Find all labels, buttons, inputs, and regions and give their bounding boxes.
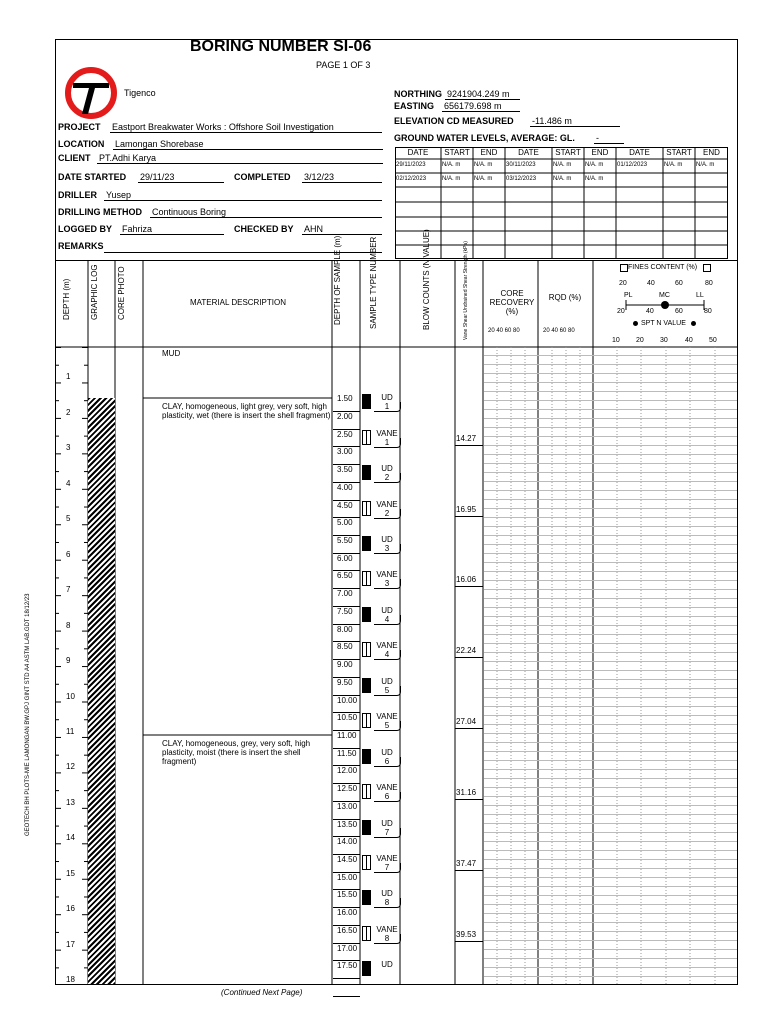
sample-type: UD: [381, 676, 393, 686]
depth-mark: 1: [66, 372, 71, 382]
spt-dot-icon: [633, 321, 638, 326]
fines-label: FINES CONTENT (%): [628, 264, 698, 271]
ud-sample-icon: [362, 749, 371, 764]
sample-type: VANE: [376, 570, 398, 580]
sample-number: 4: [374, 650, 401, 660]
fines-tick-60: 60: [675, 280, 683, 287]
sample-ud: [362, 393, 400, 417]
project-value: Eastport Breakwater Works : Offshore Soil Investigation: [110, 122, 382, 133]
sample-type: UD: [381, 464, 393, 474]
vane-sample-icon: [362, 501, 371, 516]
sample-number: 2: [374, 509, 401, 519]
material-description: CLAY, homogeneous, grey, very soft, high plasticity, moist (there is insert the shell fragment): [162, 738, 311, 766]
vane-underline: [455, 657, 483, 658]
col-sample-type: SAMPLE TYPE NUMBER: [369, 236, 378, 329]
fines-square-icon-2: [703, 264, 711, 272]
page-number: PAGE 1 OF 3: [316, 60, 371, 70]
sample-divider: [333, 978, 360, 979]
vane-sample-icon: [362, 430, 371, 445]
ud-sample-icon: [362, 607, 371, 622]
ud-sample-icon: [362, 961, 371, 976]
sample-divider: [333, 801, 360, 802]
location-label: LOCATION: [58, 139, 105, 149]
spt-label: SPT N VALUE: [641, 320, 686, 327]
tigenco-logo-icon: [64, 66, 120, 120]
driller-value: Yusep: [104, 190, 382, 201]
sample-number: 7: [374, 863, 401, 873]
gwl-cell: N/A. m: [442, 162, 461, 168]
sample-ud: [362, 535, 400, 559]
sample-depth-from: 11.50: [337, 748, 357, 758]
vane-shear-value: 31.16: [456, 788, 477, 798]
gwl-header-7: START: [666, 148, 692, 157]
rqd-ticks: 20 40 60 80: [543, 328, 575, 334]
logged-label: LOGGED BY: [58, 224, 113, 234]
completed-label: COMPLETED: [234, 172, 291, 182]
gwl-cell: N/A. m: [442, 176, 461, 182]
gwl-header-4: START: [555, 148, 581, 157]
northing-label: NORTHING: [394, 89, 442, 99]
sample-ud: [362, 819, 400, 843]
sample-depth-from: 8.50: [337, 642, 353, 652]
sample-divider: [333, 943, 360, 944]
gwl-cell: N/A. m: [474, 176, 493, 182]
sample-divider: [333, 695, 360, 696]
project-label: PROJECT: [58, 122, 101, 132]
method-value: Continuous Boring: [150, 207, 382, 218]
sample-type: UD: [381, 960, 393, 970]
client-value: PT.Adhi Karya: [97, 153, 383, 164]
sample-divider: [333, 411, 360, 412]
depth-mark: 13: [66, 797, 75, 807]
sample-depth-from: 1.50: [337, 394, 353, 404]
logged-value: Fahriza: [120, 224, 224, 235]
gwl-label: GROUND WATER LEVELS, AVERAGE: GL.: [394, 133, 575, 143]
sample-number: 4: [374, 615, 401, 625]
sample-divider: [333, 996, 360, 997]
spt-tick-20: 20: [636, 337, 644, 344]
sample-depth-from: 4.50: [337, 500, 353, 510]
sample-number: 5: [374, 721, 401, 731]
sample-depth-from: 2.50: [337, 429, 353, 439]
gwl-header-3: DATE: [518, 148, 539, 157]
sample-number: 2: [374, 473, 401, 483]
sample-number: 1: [374, 402, 401, 412]
sample-vane: [362, 500, 400, 524]
gwl-header-2: END: [480, 148, 498, 157]
col-graphic-log: GRAPHIC LOG: [90, 264, 99, 320]
col-blow-counts: BLOW COUNTS (N VALUE): [422, 229, 431, 330]
sample-depth-to: 5.00: [337, 518, 353, 528]
gwl-header-8: END: [703, 148, 720, 157]
gwl-header-6: DATE: [629, 148, 650, 157]
gwl-cell: N/A. m: [553, 162, 572, 168]
spt-tick-10: 10: [612, 337, 620, 344]
sample-type: UD: [381, 534, 393, 544]
col-depth-of-sample: DEPTH OF SAMPLE (m): [333, 235, 342, 325]
vane-sample-icon: [362, 926, 371, 941]
gwl-table: [395, 147, 728, 259]
sample-type: UD: [381, 889, 393, 899]
sample-divider: [333, 482, 360, 483]
date-started-value: 29/11/23: [138, 172, 224, 183]
vane-sample-icon: [362, 855, 371, 870]
elevation-value: -11.486 m: [530, 116, 620, 127]
spt-dot-icon-2: [691, 321, 696, 326]
sample-divider: [333, 659, 360, 660]
depth-mark: 10: [66, 691, 75, 701]
sample-number: 6: [374, 757, 401, 767]
ud-sample-icon: [362, 678, 371, 693]
col-core-photo: CORE PHOTO: [117, 266, 126, 320]
sample-type: VANE: [376, 641, 398, 651]
vane-underline: [455, 728, 483, 729]
sample-vane: [362, 712, 400, 736]
gwl-cell: N/A. m: [585, 162, 604, 168]
sample-number: 8: [374, 898, 401, 908]
plmc-tick-40: 40: [646, 308, 654, 315]
sample-divider: [333, 624, 360, 625]
material-description: MUD: [162, 349, 181, 358]
sample-number: 3: [374, 544, 401, 554]
depth-mark: 14: [66, 833, 75, 843]
gwl-cell: 30/11/2023: [506, 162, 536, 168]
sample-ud: [362, 606, 400, 630]
sample-divider: [333, 517, 360, 518]
gwl-header-0: DATE: [407, 148, 429, 157]
depth-mark: 11: [66, 726, 75, 736]
sample-type: VANE: [376, 854, 398, 864]
depth-mark: 2: [66, 407, 71, 417]
vane-underline: [455, 445, 483, 446]
sample-depth-to: 14.00: [337, 837, 358, 847]
ll-label: LL: [696, 292, 704, 299]
sample-type: VANE: [376, 428, 398, 438]
date-started-label: DATE STARTED: [58, 172, 127, 182]
sample-type: UD: [381, 605, 393, 615]
sample-type: VANE: [376, 712, 398, 722]
gwl-cell: N/A. m: [474, 162, 493, 168]
sample-divider: [333, 872, 360, 873]
sample-depth-to: 12.00: [337, 766, 358, 776]
sample-number: 6: [374, 792, 401, 802]
sample-depth-from: 7.50: [337, 606, 353, 616]
sample-depth-from: 9.50: [337, 677, 353, 687]
gwl-cell: 02/12/2023: [396, 176, 427, 182]
spt-tick-40: 40: [685, 337, 693, 344]
sample-number: 5: [374, 686, 401, 696]
vane-shear-value: 39.53: [456, 929, 477, 939]
sample-depth-to: 7.00: [337, 589, 353, 599]
remarks-label: REMARKS: [58, 241, 104, 251]
sample-vane: [362, 429, 400, 453]
method-label: DRILLING METHOD: [58, 207, 142, 217]
sample-type: VANE: [376, 783, 398, 793]
northing-value: 9241904.249 m: [445, 89, 520, 100]
easting-value: 656179.698 m: [442, 101, 520, 112]
pl-label: PL: [624, 292, 633, 299]
sample-vane: [362, 925, 400, 949]
gwl-cell: N/A. m: [696, 162, 715, 168]
sample-vane: [362, 570, 400, 594]
sample-divider: [333, 446, 360, 447]
sample-vane: [362, 641, 400, 665]
sample-depth-from: 10.50: [337, 713, 358, 723]
client-label: CLIENT: [58, 153, 91, 163]
depth-mark: 9: [66, 656, 71, 666]
sample-type: VANE: [376, 924, 398, 934]
company-name: Tigenco: [124, 88, 156, 98]
depth-mark: 5: [66, 514, 71, 524]
sample-type: UD: [381, 393, 393, 403]
ud-sample-icon: [362, 820, 371, 835]
depth-mark: 6: [66, 549, 71, 559]
sample-divider: [333, 765, 360, 766]
sample-ud: [362, 889, 400, 913]
gwl-cell: 29/11/2023: [396, 162, 426, 168]
col-core-recovery: CORE RECOVERY (%): [489, 289, 535, 316]
driller-label: DRILLER: [58, 190, 97, 200]
sample-divider: [333, 553, 360, 554]
vane-sample-icon: [362, 713, 371, 728]
sample-depth-from: 3.50: [337, 465, 353, 475]
gwl-cell: N/A. m: [553, 176, 572, 182]
col-vane-shear: Vane Shear Undrained Shear Strength (kPa): [463, 241, 469, 340]
sample-number: 1: [374, 438, 401, 448]
fines-tick-20: 20: [619, 280, 627, 287]
vane-underline: [455, 870, 483, 871]
vane-shear-value: 22.24: [456, 646, 477, 656]
depth-mark: 15: [66, 868, 75, 878]
location-value: Lamongan Shorebase: [113, 139, 383, 150]
sample-depth-to: 15.00: [337, 872, 358, 882]
sample-divider: [333, 836, 360, 837]
material-description: CLAY, homogeneous, light grey, very soft, high plasticity, wet (there is insert the shell fragment): [162, 402, 331, 421]
depth-mark: 7: [66, 585, 71, 595]
completed-value: 3/12/23: [302, 172, 382, 183]
gwl-value: -: [594, 133, 624, 144]
recovery-ticks: 20 40 60 80: [488, 328, 520, 334]
vane-shear-value: 14.27: [456, 433, 477, 443]
continued-footer: (Continued Next Page): [221, 988, 303, 997]
spt-tick-30: 30: [660, 337, 668, 344]
sample-ud: [362, 464, 400, 488]
sample-depth-from: 6.50: [337, 571, 353, 581]
fines-tick-40: 40: [647, 280, 655, 287]
sample-ud: [362, 960, 400, 984]
vane-shear-value: 37.47: [456, 859, 477, 869]
checked-label: CHECKED BY: [234, 224, 294, 234]
sample-divider: [333, 588, 360, 589]
sample-depth-from: 17.50: [337, 961, 358, 971]
sample-depth-from: 15.50: [337, 890, 358, 900]
gwl-header-5: END: [591, 148, 609, 157]
plmc-tick-80: 80: [704, 308, 712, 315]
sample-depth-from: 14.50: [337, 855, 358, 865]
ud-sample-icon: [362, 890, 371, 905]
sample-depth-to: 8.00: [337, 624, 353, 634]
ud-sample-icon: [362, 536, 371, 551]
easting-label: EASTING: [394, 101, 435, 111]
vane-underline: [455, 799, 483, 800]
elevation-label: ELEVATION CD MEASURED: [394, 116, 514, 126]
vane-sample-icon: [362, 784, 371, 799]
vane-sample-icon: [362, 571, 371, 586]
vane-shear-value: 27.04: [456, 717, 477, 727]
ud-sample-icon: [362, 465, 371, 480]
col-rqd: RQD (%): [548, 293, 582, 302]
sample-type: UD: [381, 747, 393, 757]
side-file-label: GEOTECH BH PLOTS-MIE LAMONGAN BW.GPJ GINT STD A4 ASTM LAB.GDT 18/12/23: [25, 593, 31, 836]
sample-depth-to: 3.00: [337, 447, 353, 457]
checked-value: AHN: [302, 224, 382, 235]
ud-sample-icon: [362, 394, 371, 409]
plmc-tick-20: 20: [617, 308, 625, 315]
sample-depth-from: 16.50: [337, 925, 358, 935]
vane-sample-icon: [362, 642, 371, 657]
gwl-cell: N/A. m: [664, 162, 683, 168]
vane-shear-value: 16.95: [456, 504, 477, 514]
sample-divider: [333, 907, 360, 908]
sample-depth-to: 13.00: [337, 801, 358, 811]
page-title: BORING NUMBER SI-06: [190, 38, 372, 55]
sample-depth-to: 2.00: [337, 411, 353, 421]
depth-mark: 12: [66, 762, 75, 772]
sample-vane: [362, 783, 400, 807]
gwl-cell: 03/12/2023: [506, 176, 537, 182]
vane-underline: [455, 586, 483, 587]
depth-mark: 17: [66, 939, 75, 949]
mc-label: MC: [659, 292, 670, 299]
sample-number: 7: [374, 828, 401, 838]
depth-mark: 3: [66, 443, 71, 453]
sample-ud: [362, 748, 400, 772]
sample-type: UD: [381, 818, 393, 828]
sample-depth-from: 5.50: [337, 535, 353, 545]
sample-depth-to: 6.00: [337, 553, 353, 563]
sample-type: VANE: [376, 499, 398, 509]
sample-ud: [362, 677, 400, 701]
vane-shear-value: 16.06: [456, 575, 477, 585]
depth-mark: 18: [66, 975, 75, 985]
sample-depth-to: 4.00: [337, 482, 353, 492]
sample-depth-to: 17.00: [337, 943, 358, 953]
col-material-description: MATERIAL DESCRIPTION: [189, 298, 286, 307]
sample-depth-to: 10.00: [337, 695, 358, 705]
vane-underline: [455, 941, 483, 942]
gwl-cell: N/A. m: [585, 176, 604, 182]
vane-underline: [455, 516, 483, 517]
sample-depth-to: 16.00: [337, 908, 358, 918]
sample-depth-from: 13.50: [337, 819, 358, 829]
gwl-header-1: START: [444, 148, 470, 157]
gwl-cell: 01/12/2023: [617, 162, 648, 168]
depth-scale: [55, 347, 88, 984]
col-depth: DEPTH (m): [62, 278, 71, 320]
sample-depth-to: 11.00: [337, 730, 357, 740]
plmc-tick-60: 60: [675, 308, 683, 315]
graphic-log-clay-hatch: [88, 398, 115, 984]
spt-tick-50: 50: [709, 337, 717, 344]
sample-number: 8: [374, 934, 401, 944]
sample-vane: [362, 854, 400, 878]
chart-column-dividers: [484, 347, 737, 984]
sample-depth-to: 9.00: [337, 660, 353, 670]
depth-mark: 4: [66, 478, 71, 488]
fines-square-icon: [620, 264, 628, 272]
sample-number: 3: [374, 579, 401, 589]
fines-tick-80: 80: [705, 280, 713, 287]
sample-depth-from: 12.50: [337, 784, 358, 794]
depth-mark: 16: [66, 904, 75, 914]
sample-divider: [333, 730, 360, 731]
depth-mark: 8: [66, 620, 71, 630]
pl-mc-ll-symbol-icon: [624, 299, 708, 311]
